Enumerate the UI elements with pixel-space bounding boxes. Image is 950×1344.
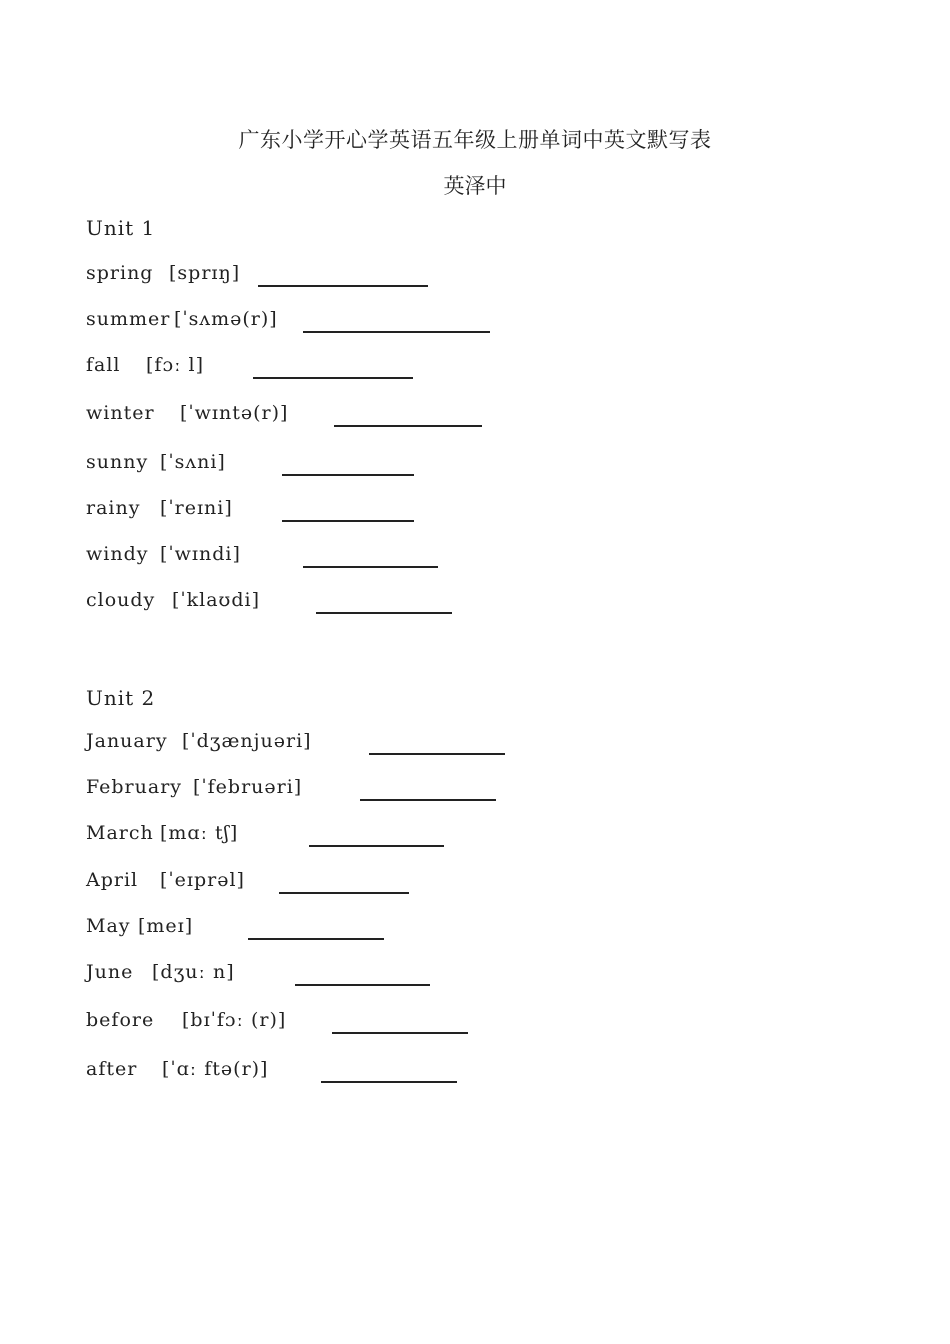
- vocab-phonetic: [dʒuː n]: [152, 961, 235, 983]
- answer-blank[interactable]: [332, 1032, 468, 1034]
- answer-blank[interactable]: [282, 474, 414, 476]
- vocab-word: April: [86, 869, 139, 891]
- vocab-word: after: [86, 1058, 138, 1080]
- answer-blank[interactable]: [282, 520, 414, 522]
- answer-blank[interactable]: [334, 425, 482, 427]
- answer-blank[interactable]: [309, 845, 444, 847]
- vocab-phonetic: [ˈreɪni]: [160, 497, 233, 519]
- vocab-word: January: [86, 730, 168, 752]
- vocab-phonetic: [fɔː l]: [146, 354, 205, 376]
- answer-blank[interactable]: [316, 612, 452, 614]
- vocab-word: sunny: [86, 451, 149, 473]
- answer-blank[interactable]: [321, 1081, 457, 1083]
- answer-blank[interactable]: [258, 285, 428, 287]
- vocab-phonetic: [sprɪŋ]: [169, 262, 241, 284]
- answer-blank[interactable]: [303, 331, 490, 333]
- vocab-word: winter: [86, 402, 155, 424]
- vocab-phonetic: [ˈdʒænjuəri]: [182, 730, 312, 752]
- vocab-word: May: [86, 915, 131, 937]
- vocab-word: June: [86, 961, 134, 983]
- answer-blank[interactable]: [253, 377, 413, 379]
- vocab-phonetic: [ˈsʌni]: [160, 451, 226, 473]
- answer-blank[interactable]: [369, 753, 505, 755]
- unit-2-heading: Unit 2: [86, 686, 156, 710]
- vocab-phonetic: [ˈklaʊdi]: [172, 589, 260, 611]
- vocab-word: cloudy: [86, 589, 156, 611]
- vocab-phonetic: [ˈeɪprəl]: [160, 869, 245, 891]
- page-subtitle: 英泽中: [443, 174, 507, 198]
- vocab-phonetic: [ˈfebruəri]: [193, 776, 303, 798]
- vocab-phonetic: [ˈwɪntə(r)]: [180, 402, 289, 424]
- vocab-word: rainy: [86, 497, 141, 519]
- vocab-word: windy: [86, 543, 149, 565]
- vocab-phonetic: [ˈwɪndi]: [160, 543, 241, 565]
- answer-blank[interactable]: [295, 984, 430, 986]
- page-title: 广东小学开心学英语五年级上册单词中英文默写表: [238, 128, 712, 152]
- unit-1-heading: Unit 1: [86, 216, 156, 240]
- answer-blank[interactable]: [303, 566, 438, 568]
- vocab-word: before: [86, 1009, 155, 1031]
- answer-blank[interactable]: [360, 799, 496, 801]
- vocab-phonetic: [meɪ]: [138, 915, 194, 937]
- vocab-phonetic: [bɪˈfɔː (r)]: [182, 1009, 287, 1031]
- vocab-phonetic: [mɑː tʃ]: [160, 822, 239, 844]
- vocab-word: February: [86, 776, 183, 798]
- vocab-word: spring: [86, 262, 154, 284]
- vocab-phonetic: [ˈɑː ftə(r)]: [162, 1058, 269, 1080]
- vocab-word: fall: [86, 354, 121, 376]
- answer-blank[interactable]: [279, 892, 409, 894]
- vocab-phonetic: [ˈsʌmə(r)]: [174, 308, 278, 330]
- vocab-word: March: [86, 822, 154, 844]
- vocab-word: summer: [86, 308, 171, 330]
- answer-blank[interactable]: [248, 938, 384, 940]
